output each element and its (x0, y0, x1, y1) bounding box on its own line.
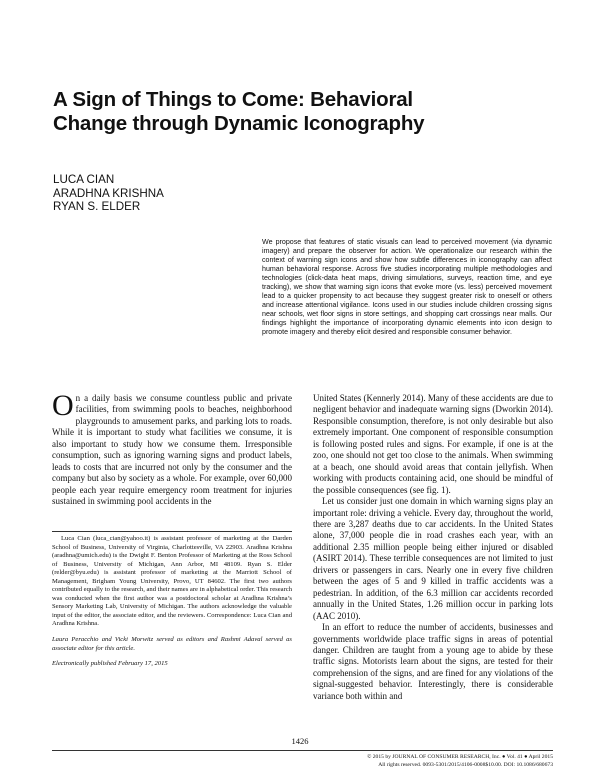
body-paragraph (52, 389, 292, 508)
article-title (53, 88, 513, 136)
body-paragraph: Let us consider just one domain in which warning signs play an important role: driving a vehicle. Every day, throughout the world, there are 3,287 deaths due to car accidents. In the United States alone, 37,000 people die in road crashes each year, with an additional 2.35 million people being either injured or disabled (ASIRT 2014). These terrible consequences are not limited to just drivers or passengers in cars. Nearly one in every five children between the ages of 5 and 9 killed in traffic accidents was a pedestrian. In addition, of the 6.3 million car accidents recorded annually in the United States, 1.26 million occur in parking lots (AAC 2010). (313, 496, 553, 621)
copyright-line-1: © 2015 by JOURNAL OF CONSUMER RESEARCH, Inc. ● Vol. 41 ● April 2015 (367, 754, 553, 760)
footer-divider (52, 750, 553, 751)
abstract: We propose that features of static visuals can lead to perceived movement (via dynamic imagery) and prepare the observer for action. We operationalize our research within the context of warning sign icons and show how subtle differences in iconography can affect human behavioral response. Across five studies incorporating multiple methodologies and technologies (click-data heat maps, driving simulations, surveys, reaction time, and eye tracking), we show that warning sign icons that evoke more (vs. less) perceived movement lead to a quicker propensity to act because they suggest greater risk to oneself or others and increase attentional vigilance. Icons used in our studies include children crossing signs near schools, wet floor signs in store settings, and shopping cart crossings near malls. Our findings highlight the importance of incorporating dynamic elements into icon design to promote imagery and thereby elicit desired and responsible consumer behavior. (262, 238, 552, 336)
copyright-notice (367, 754, 553, 769)
drop-cap: O (52, 389, 74, 422)
copyright-line-2: All rights reserved. 0093-5301/2015/4106-0008$10.00. DOI: 10.1086/680673 (378, 761, 553, 768)
body-paragraph: United States (Kennerly 2014). Many of these accidents are due to negligent behavior and inadequate warning signs (Dworkin 2014). Responsible consumption, therefore, is not only desirable but also extremely important. One component of responsible consumption is following posted rules and signs. For example, if one is at the zoo, one should not get too close to the animals. When swimming at a beach, one should avoid areas that contain jellyfish. When working with products containing acid, one should be mindful of the possible consequences (see fig. 1). (313, 393, 553, 495)
footnote-published-text: Electronically published February 17, 2015 (52, 660, 168, 668)
author-list (53, 173, 164, 214)
body-column-left (52, 389, 292, 508)
author-name: RYAN S. ELDER (53, 200, 141, 214)
body-column-right (313, 393, 553, 702)
footnote-affiliations: Luca Cian (luca_cian@yahoo.it) is assistant professor of marketing at the Darden School of Business, University of Virginia, Charlottesville, VA 22903. Aradhna Krishna (aradhna@umich.edu) is the Dwight F. Benton Professor of Marketing at the Ross School of Business, University of Michigan, Ann Arbor, MI 48109. Ryan S. Elder (relder@byu.edu) is assistant professor of marketing at the Marriott School of Management, Brigham Young University, Provo, UT 84602. The first two authors contributed equally to the research, and their names are in alphabetical order. This research was conducted when the first author was a postdoctoral scholar at Aradhna Krishna’s Sensory Marketing Lab, University of Michigan. The authors acknowledge the valuable input of the editor, the associate editor, and the reviewers. Correspondence: Luca Cian and Aradhna Krishna. (52, 535, 292, 628)
author-name: LUCA CIAN (53, 173, 115, 186)
footnote-editors-text: Laura Peracchio and Vicki Morwitz served as editors and Rashmi Adaval served as associate editor for this article. (52, 636, 292, 652)
body-text: n a daily basis we consume countless public and private facilities, from swimming pools to beaches, neighborhood playgrounds to amusement parks, and parking lots to roads. While it is important to study what facilities we consume, it is also important to study how we consume them. Irresponsible consumption, such as ignoring warning signs and product labels, leads to costs that are incurred not only by the consumer and the company but also by society as a whole. For example, over 60,000 people each year require emergency room treatment for injuries sustained in swimming pool accidents in the (52, 393, 292, 507)
author-name: ARADHNA KRISHNA (53, 186, 164, 200)
author-footnote (52, 535, 292, 669)
footnote-editors (52, 636, 292, 653)
page-number: 1426 (291, 736, 309, 746)
body-paragraph: In an effort to reduce the number of accidents, businesses and governments worldwide place traffic signs in areas of potential danger. Children are taught from a young age to abide by these traffic signs. Motorists learn about the signs, are tested for their comprehension of the signs, and are fined for any violations of the signal-suggested behavior. Interestingly, there is considerable variance both within and (313, 622, 553, 701)
title-line-2: Change through Dynamic Iconography (53, 112, 425, 135)
footnote-divider (52, 531, 292, 532)
footnote-published (52, 660, 292, 669)
title-line-1: A Sign of Things to Come: Behavioral (53, 88, 413, 111)
